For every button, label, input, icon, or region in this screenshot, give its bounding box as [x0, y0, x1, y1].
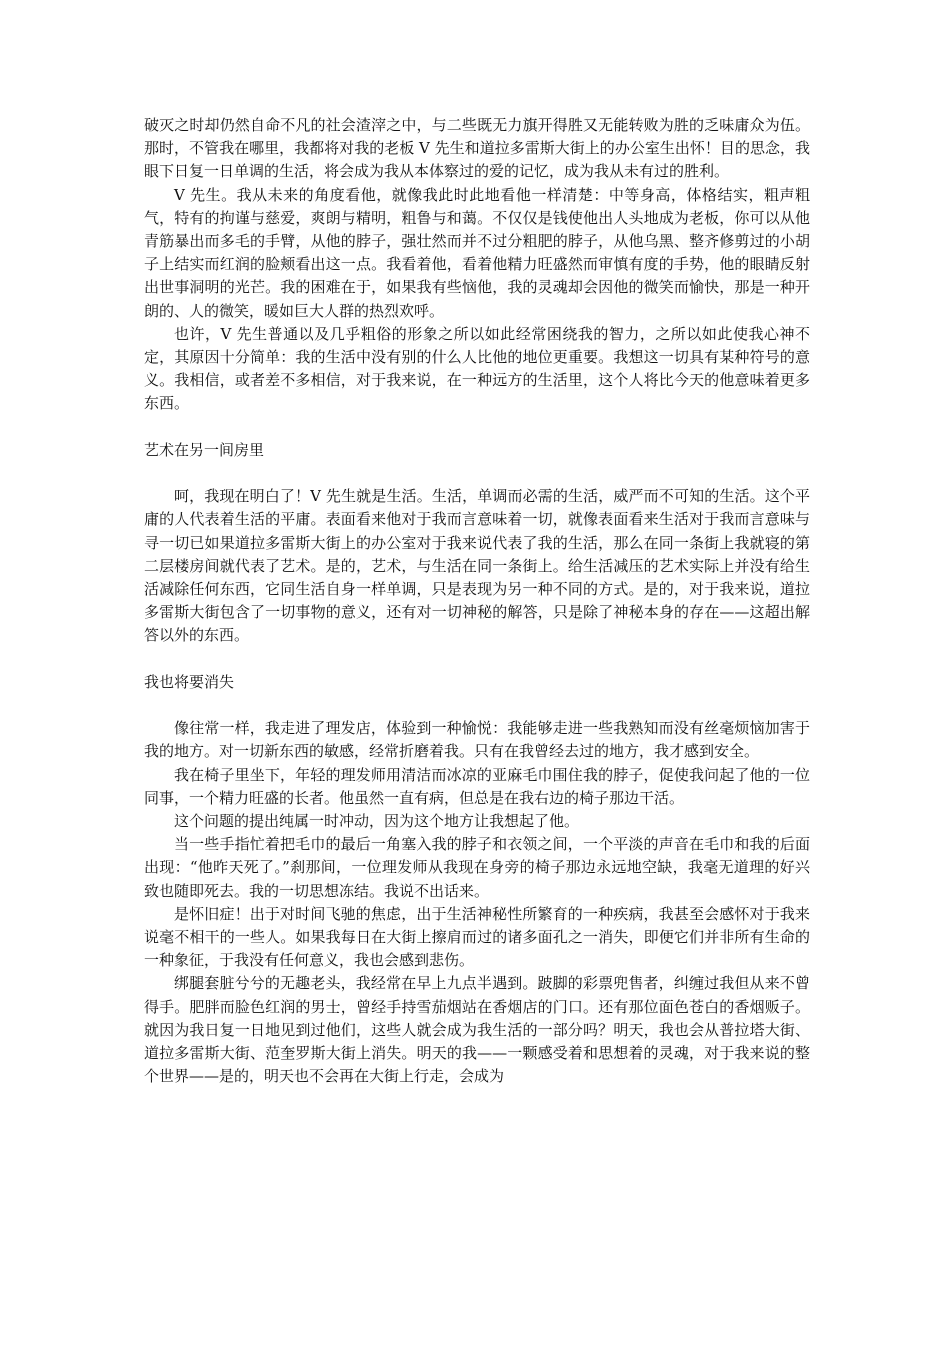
body-paragraph: 这个问题的提出纯属一时冲动，因为这个地方让我想起了他。: [174, 812, 580, 831]
body-paragraph: 破灭之时却仍然自命不凡的社会渣滓之中，与二些既无力旗开得胜又无能转败为胜的乏味庸众为伍。那时，不管我在哪里，我都将对我的老板 V 先生和道拉多雷斯大街上的办公室生出怀！目的思念，我眼下日复一日单调的生活，将会成为我从本体察过的爱的记忆，成为我从未有过的胜利。: [144, 116, 810, 181]
body-paragraph: 是怀旧症！出于对时间飞驰的焦虑，出于生活神秘性所繁育的一种疾病，我甚至会感怀对于我来说毫不相干的一些人。如果我每日在大街上擦肩而过的诸多面孔之一消失，即便它们并非所有生命的一种象征，于我没有任何意义，我也会感到悲伤。: [144, 904, 810, 970]
body-paragraph: 当一些手指忙着把毛巾的最后一角塞入我的脖子和衣领之间，一个平淡的声音在毛巾和我的后面出现：“他昨天死了。”刹那间，一位理发师从我现在身旁的椅子那边永远地空缺，我毫无道理的好兴致也随即死去。我的一切思想冻结。我说不出话来。: [144, 835, 810, 900]
section-continuation: [144, 114, 810, 416]
body-paragraph: 绑腿套脏兮兮的无趣老头，我经常在早上九点半遇到。跛脚的彩票兜售者，纠缠过我但从来不曾得手。肥胖而脸色红润的男士，曾经手持雪茄烟站在香烟店的门口。还有那位面色苍白的香烟贩子。就因为我日复一日地见到过他们，这些人就会成为我生活的一部分吗？明天，我也会从普拉塔大街、道拉多雷斯大街、范奎罗斯大街上消失。明天的我——一颗感受着和思想着的灵魂，对于我来说的整个世界——是的，明天也不会再在大街上行走，会成为: [144, 974, 810, 1086]
section-heading: 艺术在另一间房里: [144, 440, 265, 459]
body-paragraph: 呵，我现在明白了！V 先生就是生活。生活，单调而必需的生活，威严而不可知的生活。这个平庸的人代表着生活的平庸。表面看来他对于我而言意味着一切，就像表面看来生活对于我而言意味与寻一切已如果道拉多雷斯大街上的办公室对于我来说代表了我的生活，那么在同一条街上我就寝的第二层楼房间就代表了艺术。是的，艺术，与生活在同一条街上。给生活减压的艺术实际上并没有给生活减除任何东西，它同生活自身一样单调，只是表现为另一种不同的方式。是的，对于我来说，道拉多雷斯大街包含了一切事物的意义，还有对一切神秘的解答，只是除了神秘本身的存在——这超出解答以外的东西。: [144, 487, 810, 645]
document-page: [144, 114, 810, 1088]
body-paragraph: 我在椅子里坐下，年轻的理发师用清洁而冰凉的亚麻毛巾围住我的脖子，促使我问起了他的一位同事，一个精力旺盛的长者。他虽然一直有病，但总是在我右边的椅子那边干活。: [144, 765, 810, 807]
spacer: [144, 694, 810, 717]
section-disappear: [144, 671, 810, 1089]
body-paragraph: V 先生。我从未来的角度看他，就像我此时此地看他一样清楚：中等身高，体格结实，粗声粗气，特有的拘谨与慈爱，爽朗与精明，粗鲁与和蔼。不仅仅是钱使他出人头地成为老板，你可以从他青筋暴出而多毛的手臂，从他的脖子，强壮然而并不过分粗肥的脖子，从他乌黑、整齐修剪过的小胡子上结实而红润的脸颊看出这一点。我看着他，看着他精力旺盛然而审慎有度的手势，他的眼睛反射出世事洞明的光芒。我的困难在于，如果我有些恼他，我的灵魂却会因他的微笑而愉快，那是一种开朗的、人的微笑，暖如巨大人群的热烈欢呼。: [144, 185, 810, 320]
section-heading: 我也将要消失: [144, 672, 235, 691]
spacer: [144, 648, 810, 671]
spacer: [144, 416, 810, 439]
spacer: [144, 462, 810, 485]
body-paragraph: 也许，V 先生普通以及几乎粗俗的形象之所以如此经常困绕我的智力，之所以如此使我心神不定，其原因十分简单：我的生活中没有别的什么人比他的地位更重要。我想这一切具有某种符号的意义。我相信，或者差不多相信，对于我来说，在一种远方的生活里，这个人将比今天的他意味着更多东西。: [144, 324, 810, 413]
body-paragraph: 像往常一样，我走进了理发店，体验到一种愉悦：我能够走进一些我熟知而没有丝毫烦恼加害于我的地方。对一切新东西的敏感，经常折磨着我。只有在我曾经去过的地方，我才感到安全。: [144, 719, 810, 761]
section-art: [144, 439, 810, 648]
